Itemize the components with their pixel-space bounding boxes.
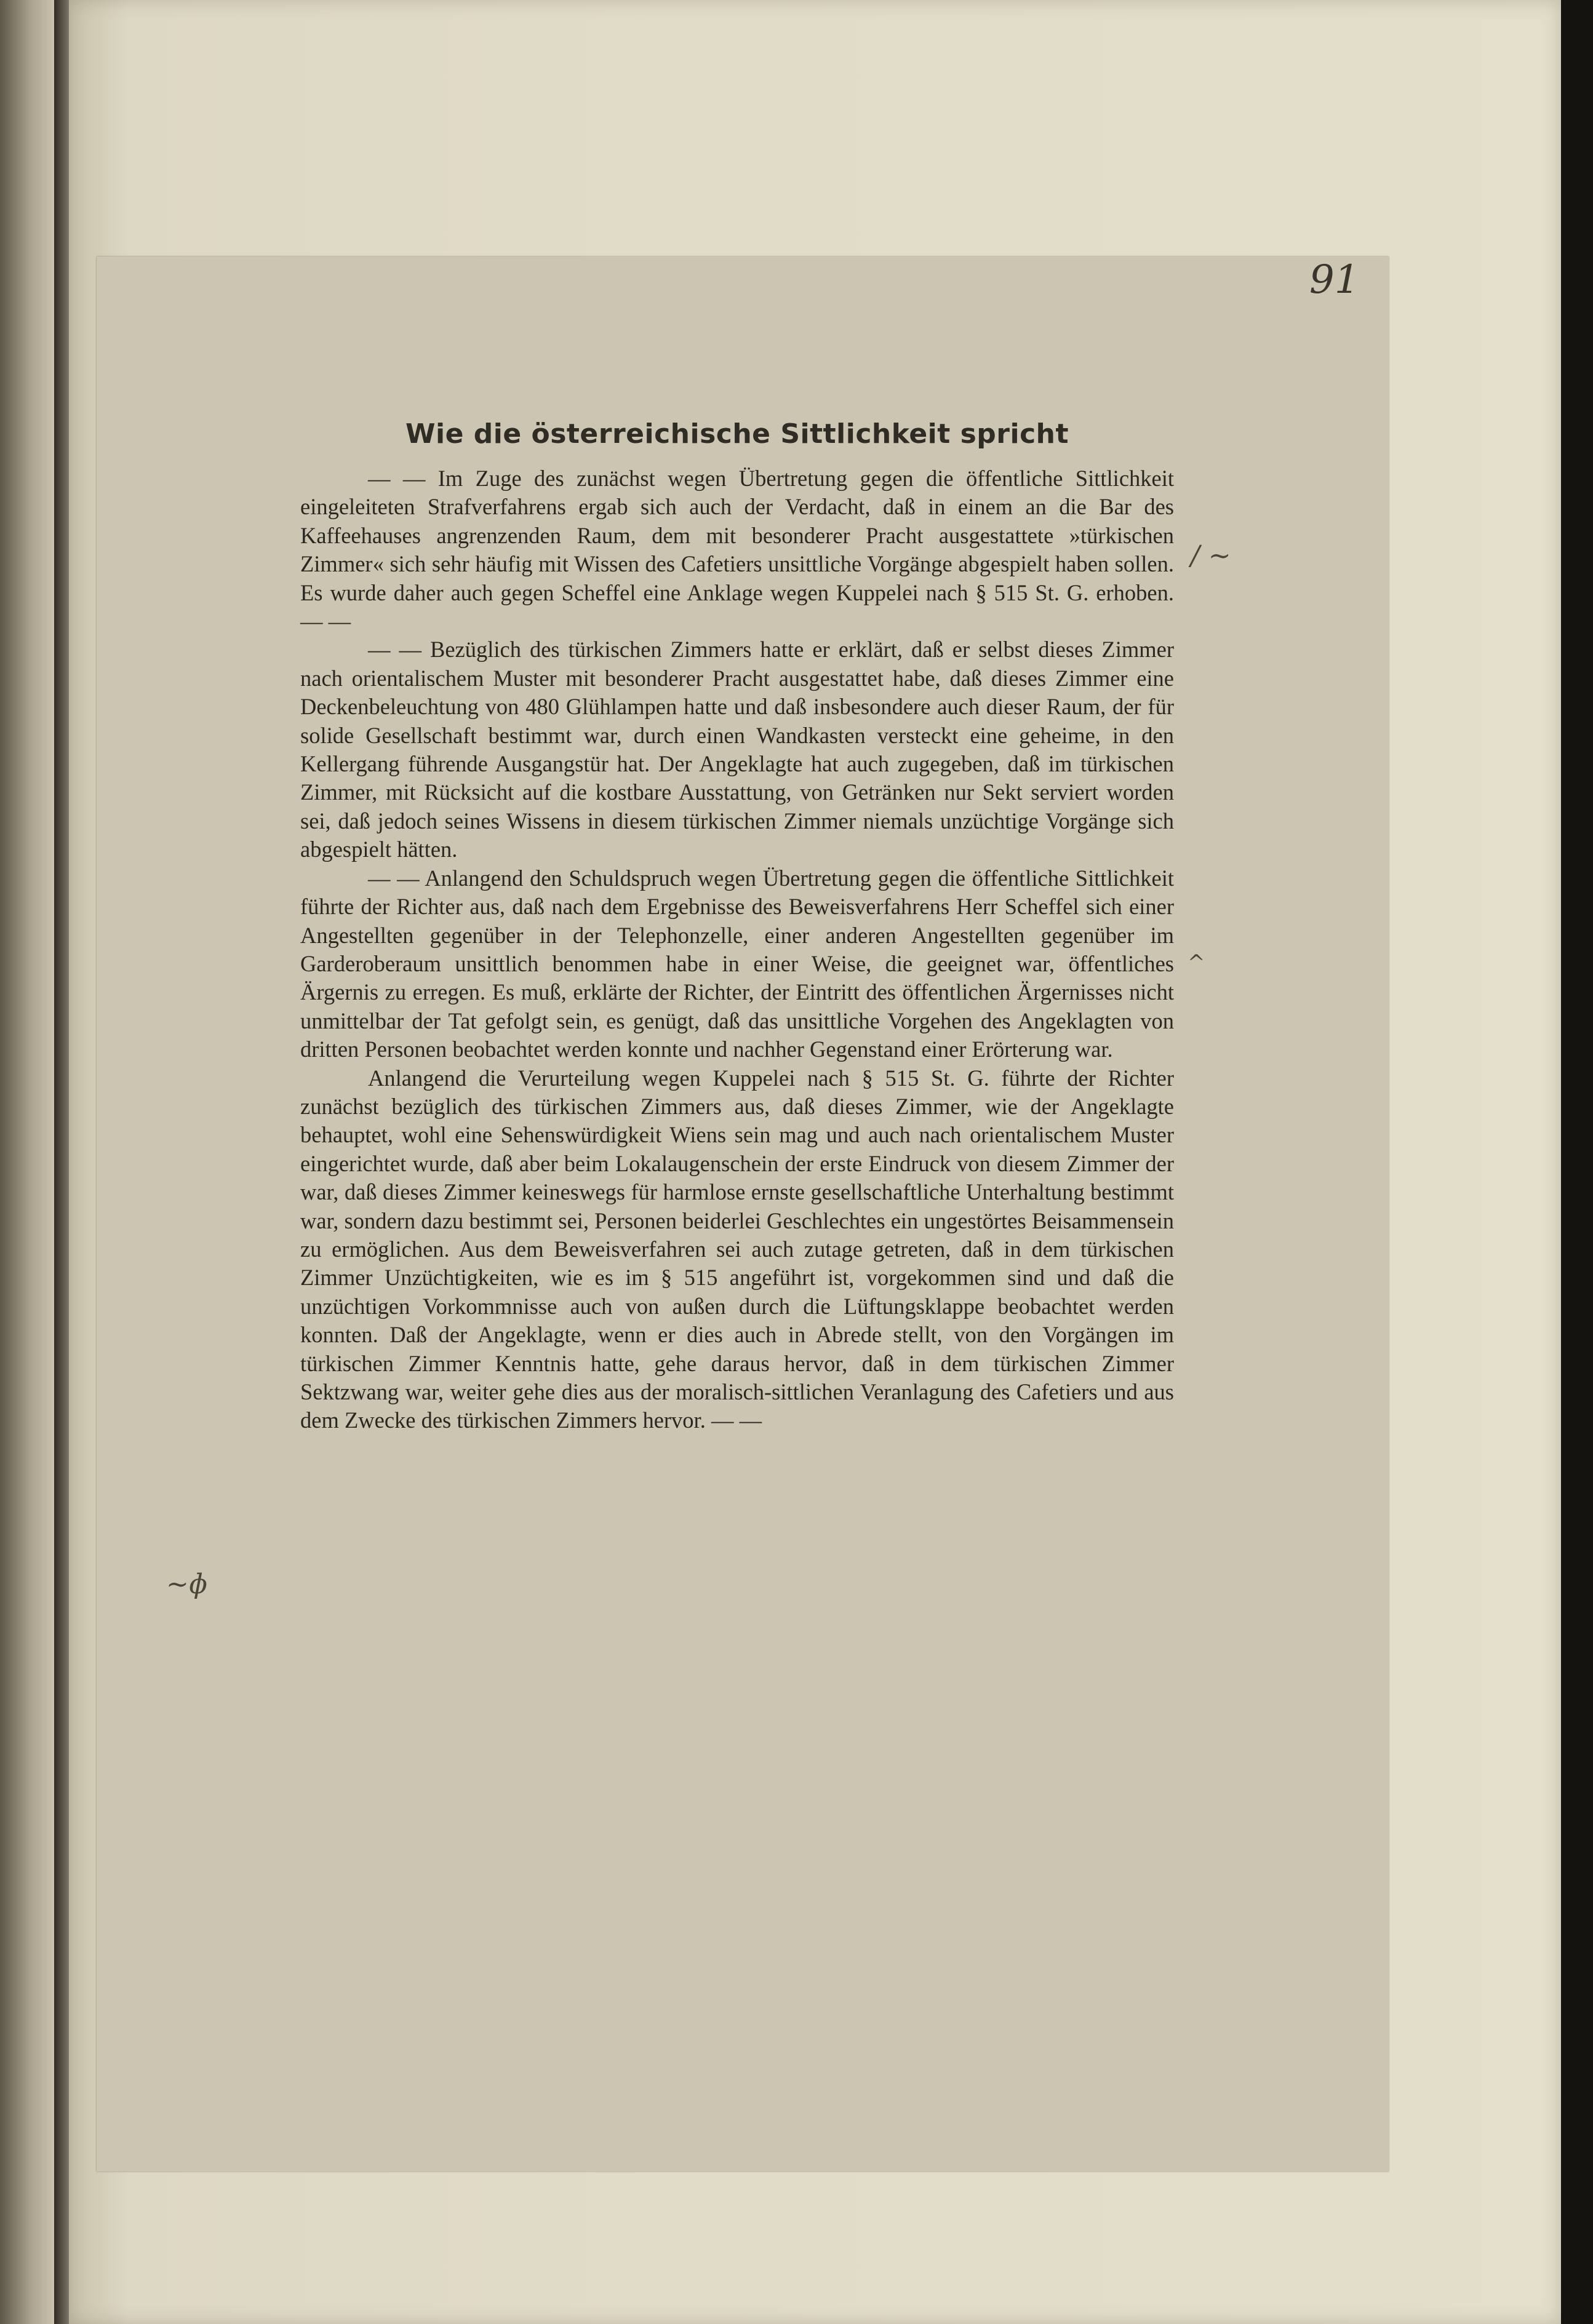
folio-number: 91 [1309,257,1360,303]
margin-caret-mark: ^ [1188,950,1205,975]
paragraph-1: — — Im Zuge des zunächst wegen Übertretung gegen die öffentliche Sittlichkeit eingeleiteten Strafverfahrens ergab sich auch der Verdacht, daß in einem an die Bar des Kaffeehauses angrenzenden Raum, dem mit besonderer Pracht ausgestattete »türkischen Zimmer« sich sehr häufig mit Wissen des Cafetiers unsittliche Vorgänge abgespielt haben sollen. Es wurde daher auch gegen Scheffel eine Anklage wegen Kuppelei nach § 515 St. G. erhoben. — — [300,466,1174,634]
article [300,418,1174,1435]
margin-left-mark: ~ɸ [166,1569,208,1600]
page-edge [1561,0,1593,2324]
paragraph-3: — — Anlangend den Schuldspruch wegen Übertretung gegen die öffentliche Sittlichkeit führte der Richter aus, daß nach dem Ergebnisse des Beweisverfahrens Herr Scheffel sich einer Angestellten gegenüber in der Telephonzelle, einer anderen Angestellten gegenüber im Garderoberaum unsittlich benommen habe in einer Weise, die geeignet war, öffentliches Ärgernis zu erregen. Es muß, erklärte der Richter, der Eintritt des öffentlichen Ärgernisses nicht unmittelbar der Tat gefolgt sein, es genügt, daß das unsittliche Vorgehen des Angeklagten von dritten Personen beobachtet werden konnte und nachher Gegenstand einer Erörterung war. [300,865,1174,1062]
margin-insert-mark: / ~ [1191,540,1231,571]
paragraph-2: — — Bezüglich des türkischen Zimmers hatte er erklärt, daß er selbst dieses Zimmer nach orientalischem Muster mit besonderer Pracht ausgestattet habe, daß dieses Zimmer eine Deckenbeleuchtung von 480 Glühlampen hatte und daß insbesondere auch dieser Raum, der für solide Gesellschaft bestimmt war, durch einen Wandkasten versteckt eine geheime, in den Kellergang führende Ausgangstür hat. Der Angeklagte hat auch zugegeben, daß im türkischen Zimmer, mit Rücksicht auf die kostbare Ausstattung, von Getränken nur Sekt serviert worden sei, daß jedoch seines Wissens in diesem türkischen Zimmer niemals unzüchtige Vorgänge sich abgespielt hätten. [300,637,1174,862]
headline: Wie die österreichische Sittlichkeit spricht [405,418,1069,450]
paragraph-4: Anlangend die Verurteilung wegen Kuppelei nach § 515 St. G. führte der Richter zunächst bezüglich des türkischen Zimmers aus, daß dieses Zimmer, wie der Angeklagte behauptet, wohl eine Sehenswürdigkeit Wiens sein mag und auch nach orientalischem Muster eingerichtet wurde, daß aber beim Lokalaugenschein der erste Eindruck von diesem Zimmer der war, daß dieses Zimmer keineswegs für harmlose ernste gesellschaftliche Unterhaltung bestimmt war, sondern dazu bestimmt sei, Personen beiderlei Geschlechtes ein ungestörtes Beisammensein zu ermöglichen. Aus dem Beweisverfahren sei auch zutage getreten, daß in dem türkischen Zimmer Unzüchtigkeiten, wie es im § 515 angeführt ist, vorgekommen sind und daß die unzüchtigen Vorkommnisse auch von außen durch die Lüftungsklappe beobachtet werden konnten. Daß der Angeklagte, wenn er dies auch in Abrede stellt, von den Vorgängen im türkischen Zimmer Kenntnis hatte, gehe daraus hervor, daß in dem türkischen Zimmer Sektzwang war, weiter gehe dies aus der moralisch-sittlichen Veranlagung des Cafetiers und aus dem Zwecke des türkischen Zimmers hervor. — — [300,1065,1174,1433]
